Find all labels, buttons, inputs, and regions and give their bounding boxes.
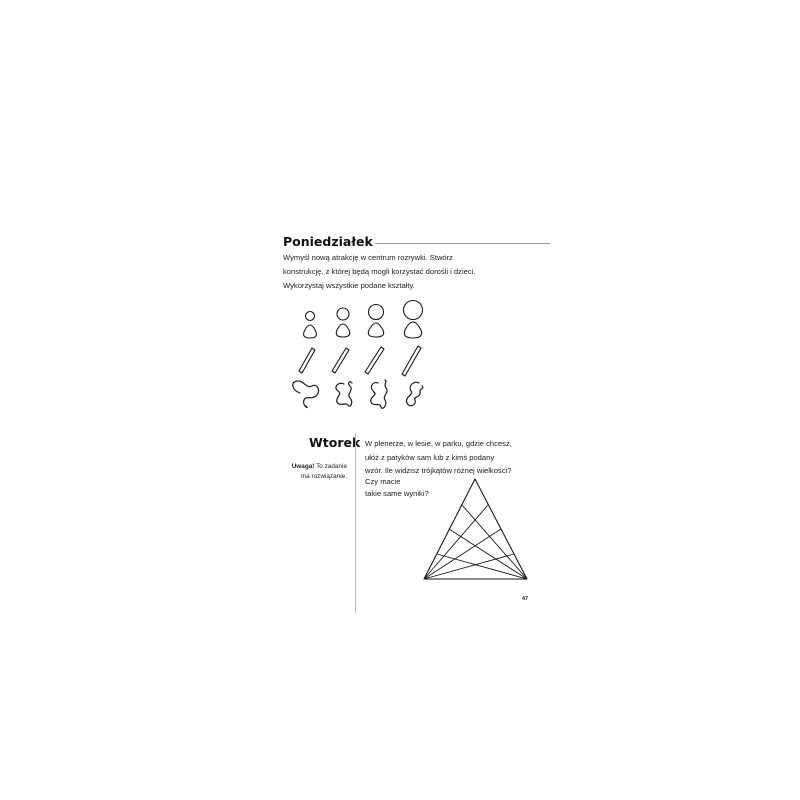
tuesday-line-3: wzór. Ile widzisz trójkątów różnej wielkości? [365, 466, 512, 475]
stick-line [437, 554, 527, 579]
tuesday-line-1: W plenerze, w lesie, w parku, gdzie chcesz, [365, 439, 512, 448]
tuesday-line-2: ułóż z patyków sam lub z kimś podany [365, 452, 495, 462]
note-warning-label: Uwaga! [291, 463, 315, 470]
outer-triangle [424, 479, 527, 579]
monday-title: Poniedziałek [283, 234, 373, 249]
note-text-1: To zadanie [314, 463, 347, 470]
stick-line [449, 529, 527, 579]
monday-line-1: Wymyśl nową atrakcję w centrum rozrywki. Stwórz [283, 253, 453, 262]
tuesday-question-2: takie same wyniki? [365, 489, 429, 498]
note-text-2: ma rozwiązanie. [300, 473, 347, 480]
monday-line-3: Wykorzystaj wszystkie podane kształty. [283, 281, 415, 290]
tuesday-title: Wtorek [309, 435, 361, 450]
stick-line [424, 554, 514, 579]
monday-line-2: konstrukcję, z której będą mogli korzystać dorośli i dzieci. [283, 267, 476, 276]
tuesday-question-1: Czy macie [365, 477, 401, 486]
page-number: 47 [522, 596, 529, 602]
